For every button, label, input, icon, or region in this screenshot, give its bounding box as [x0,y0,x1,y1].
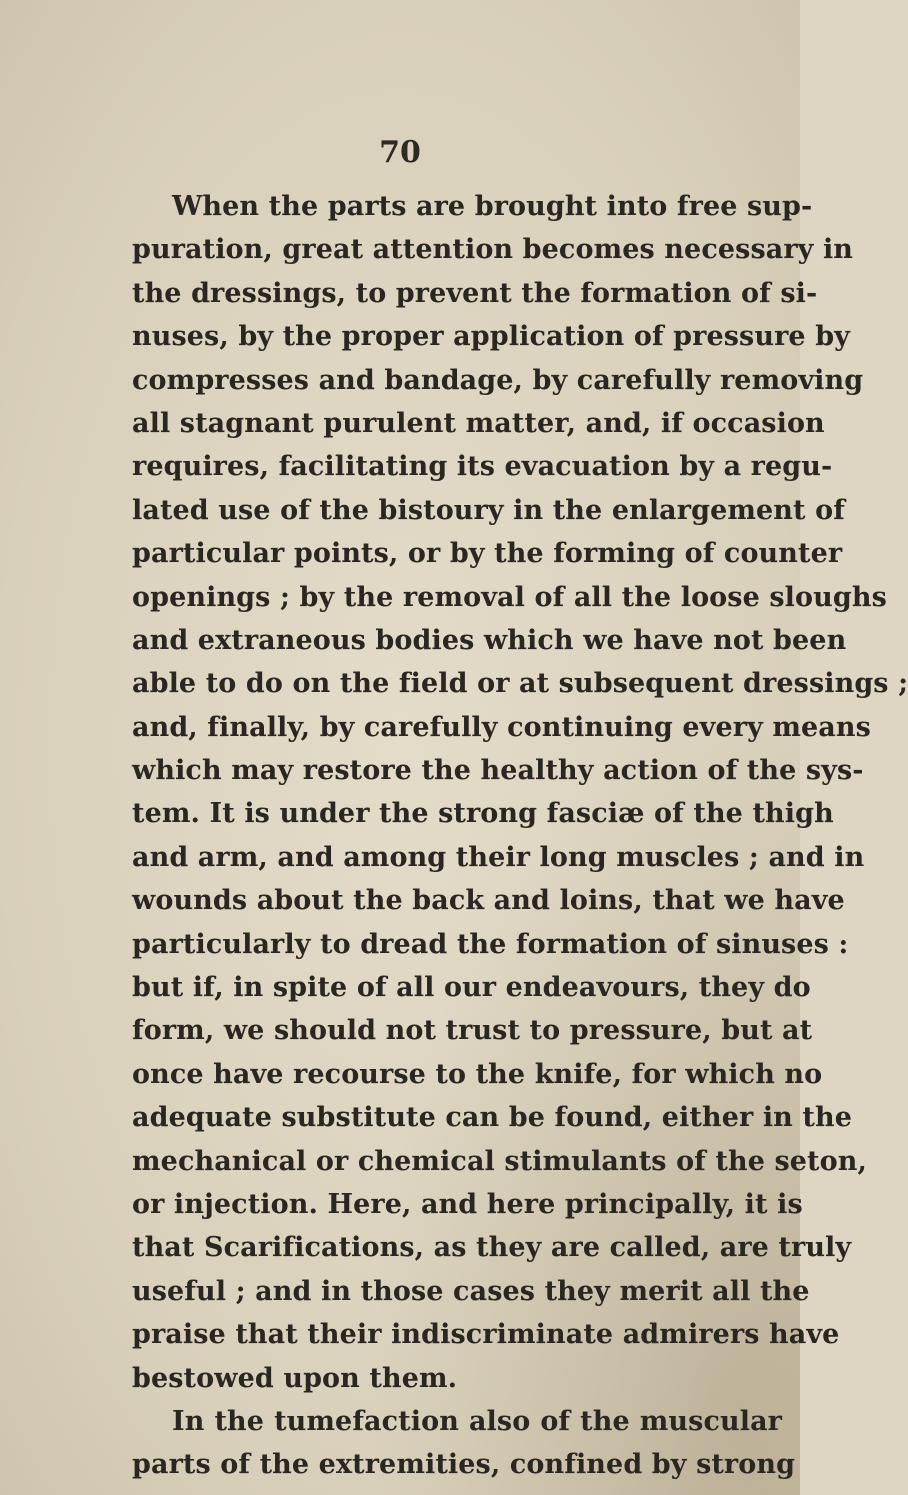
text-line: puration, great attention becomes necessary in [132,234,854,266]
text-line: and arm, and among their long muscles ; and in [132,841,865,873]
text-line: parts of the extremities, confined by strong [132,1449,796,1481]
text-line: nuses, by the proper application of pressure by [132,321,850,353]
text-line: or injection. Here, and here principally, it is [132,1188,803,1220]
text-line: praise that their indiscriminate admirers have [132,1319,840,1351]
text-line: tem. It is under the strong fasciæ of the thigh [132,798,834,830]
text-line: useful ; and in those cases they merit all the [132,1275,810,1307]
text-line: and, finally, by carefully continuing every means [132,711,871,743]
text-line: bestowed upon them. [132,1362,458,1394]
text-line: particular points, or by the forming of counter [132,538,843,570]
text-line: able to do on the field or at subsequent dressings ; [132,668,908,700]
text-line: and extraneous bodies which we have not been [132,624,847,656]
text-line: the dressings, to prevent the formation of si- [132,277,818,309]
text-line: lated use of the bistoury in the enlargement of [132,494,845,526]
text-line: compresses and bandage, by carefully removing [132,364,864,396]
text-line: In the tumefaction also of the muscular [172,1405,782,1437]
text-line: all stagnant purulent matter, and, if occasion [132,407,825,439]
text-line: adequate substitute can be found, either in the [132,1102,852,1134]
text-line: but if, in spite of all our endeavours, they do [132,972,811,1004]
text-line: once have recourse to the knife, for which no [132,1058,823,1090]
text-line: openings ; by the removal of all the loose sloughs [132,581,887,613]
text-line: When the parts are brought into free sup- [172,191,813,222]
body-text [132,185,908,1487]
text-line: requires, facilitating its evacuation by a regu- [132,451,833,483]
text-line: mechanical or chemical stimulants of the seton, [132,1145,867,1177]
text-line: that Scarifications, as they are called, are truly [132,1232,852,1264]
text-line: particularly to dread the formation of sinuses : [132,928,849,960]
text-line: which may restore the healthy action of the sys- [132,755,864,787]
text-line: wounds about the back and loins, that we have [132,885,845,917]
page-number: 70 [379,135,421,170]
text-line: form, we should not trust to pressure, but at [132,1015,813,1047]
